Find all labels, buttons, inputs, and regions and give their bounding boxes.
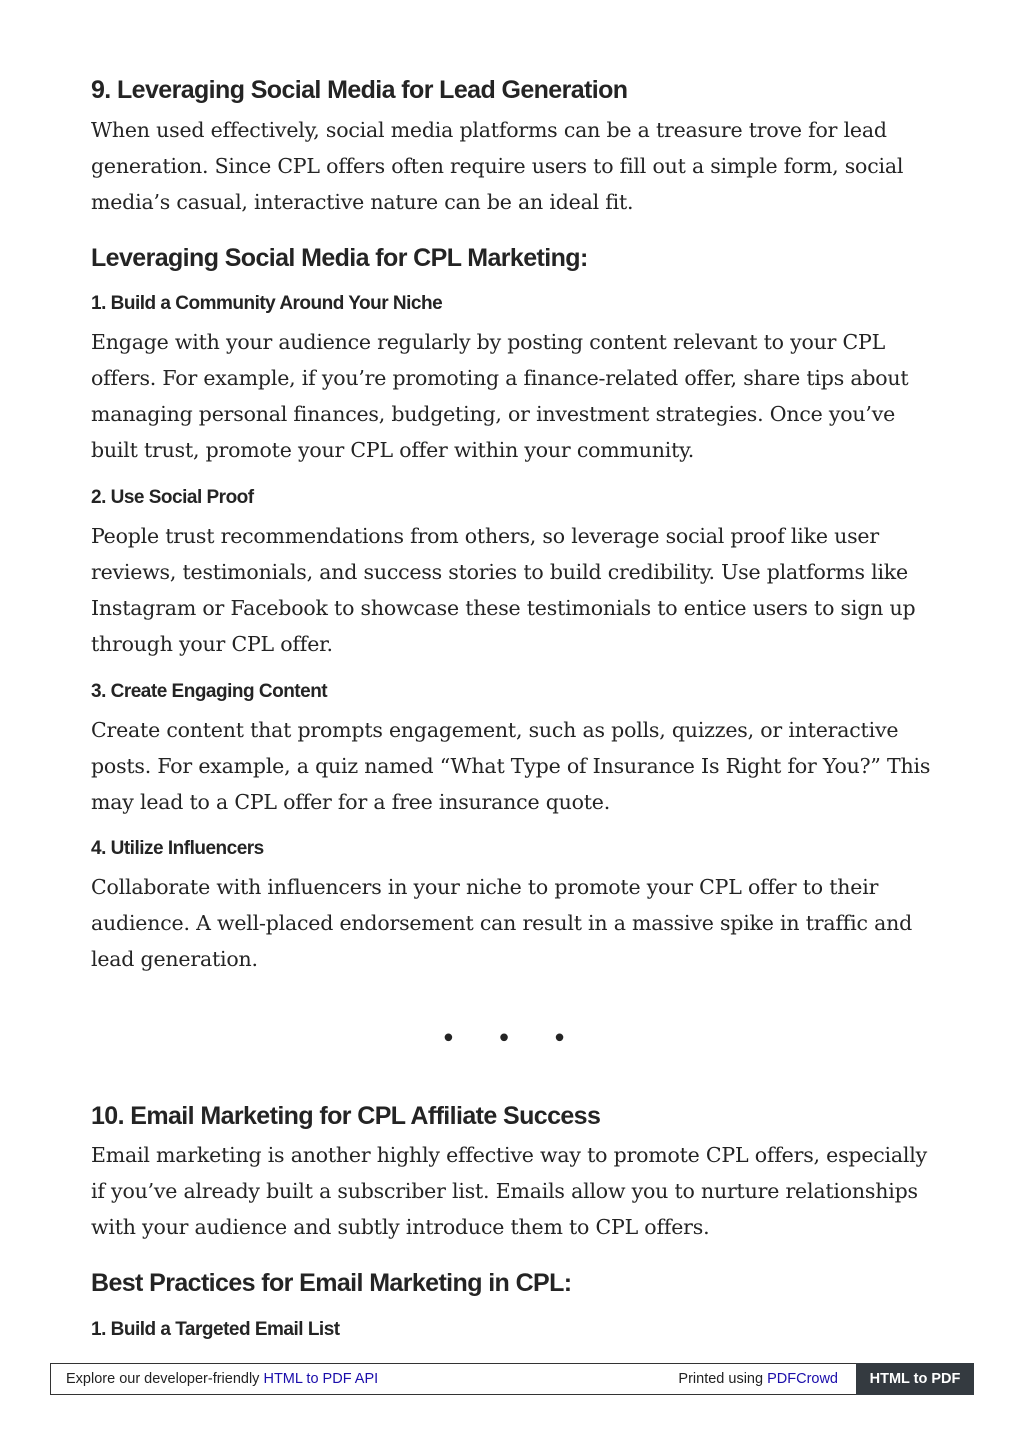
item-heading: 4. Utilize Influencers <box>91 838 264 859</box>
pdf-footer-banner <box>50 1363 974 1395</box>
section-10-intro: Email marketing is another highly effective way to promote CPL offers, especially if you’ve already built a subscriber list. Emails allow you to nurture relationships with your audience and subtly introduce them to CPL offers. <box>91 1143 928 1239</box>
section-9-title: 9. Leveraging Social Media for Lead Generation <box>91 76 628 104</box>
section-9-intro: When used effectively, social media platforms can be a treasure trove for lead generation. Since CPL offers often require users to fill out a simple form, social media’s casual, interactive nature can be an ideal fit. <box>91 118 904 214</box>
item-heading: 2. Use Social Proof <box>91 487 254 508</box>
html-to-pdf-button[interactable]: HTML to PDF <box>856 1363 974 1395</box>
section-separator: • • • <box>440 1024 584 1054</box>
item-text: Collaborate with influencers in your niche to promote your CPL offer to their audience. A well-placed endorsement can result in a massive spike in traffic and lead generation. <box>91 875 913 971</box>
item-heading: 3. Create Engaging Content <box>91 681 328 702</box>
item-text: Create content that prompts engagement, such as polls, quizzes, or interactive posts. For example, a quiz named “What Type of Insurance Is Right for You?” This may lead to a CPL offer for a free insurance quote. <box>91 718 931 814</box>
footer-right-text: Printed using <box>678 1371 764 1387</box>
item-text: Engage with your audience regularly by posting content relevant to your CPL offers. For example, if you’re promoting a finance-related offer, share tips about managing personal finances, budgeting, or investment strategies. Once you’ve built trust, promote your CPL offer within your community. <box>91 330 909 462</box>
footer-right <box>678 1371 838 1387</box>
footer-left-text: Explore our developer-friendly <box>66 1371 260 1387</box>
item-heading: 1. Build a Targeted Email List <box>91 1319 340 1340</box>
section-10-subtitle: Best Practices for Email Marketing in CPL: <box>91 1269 572 1297</box>
html-to-pdf-api-link[interactable]: HTML to PDF API <box>263 1371 379 1387</box>
footer-left <box>66 1371 378 1387</box>
pdfcrowd-link[interactable]: PDFCrowd <box>767 1371 838 1387</box>
item-text: People trust recommendations from others, so leverage social proof like user reviews, testimonials, and success stories to build credibility. Use platforms like Instagram or Facebook to showcase these testimonials to entice users to sign up through your CPL offer. <box>91 524 916 656</box>
item-heading: 1. Build a Community Around Your Niche <box>91 293 443 314</box>
section-10-title: 10. Email Marketing for CPL Affiliate Success <box>91 1102 601 1130</box>
section-9-subtitle: Leveraging Social Media for CPL Marketing: <box>91 244 588 272</box>
